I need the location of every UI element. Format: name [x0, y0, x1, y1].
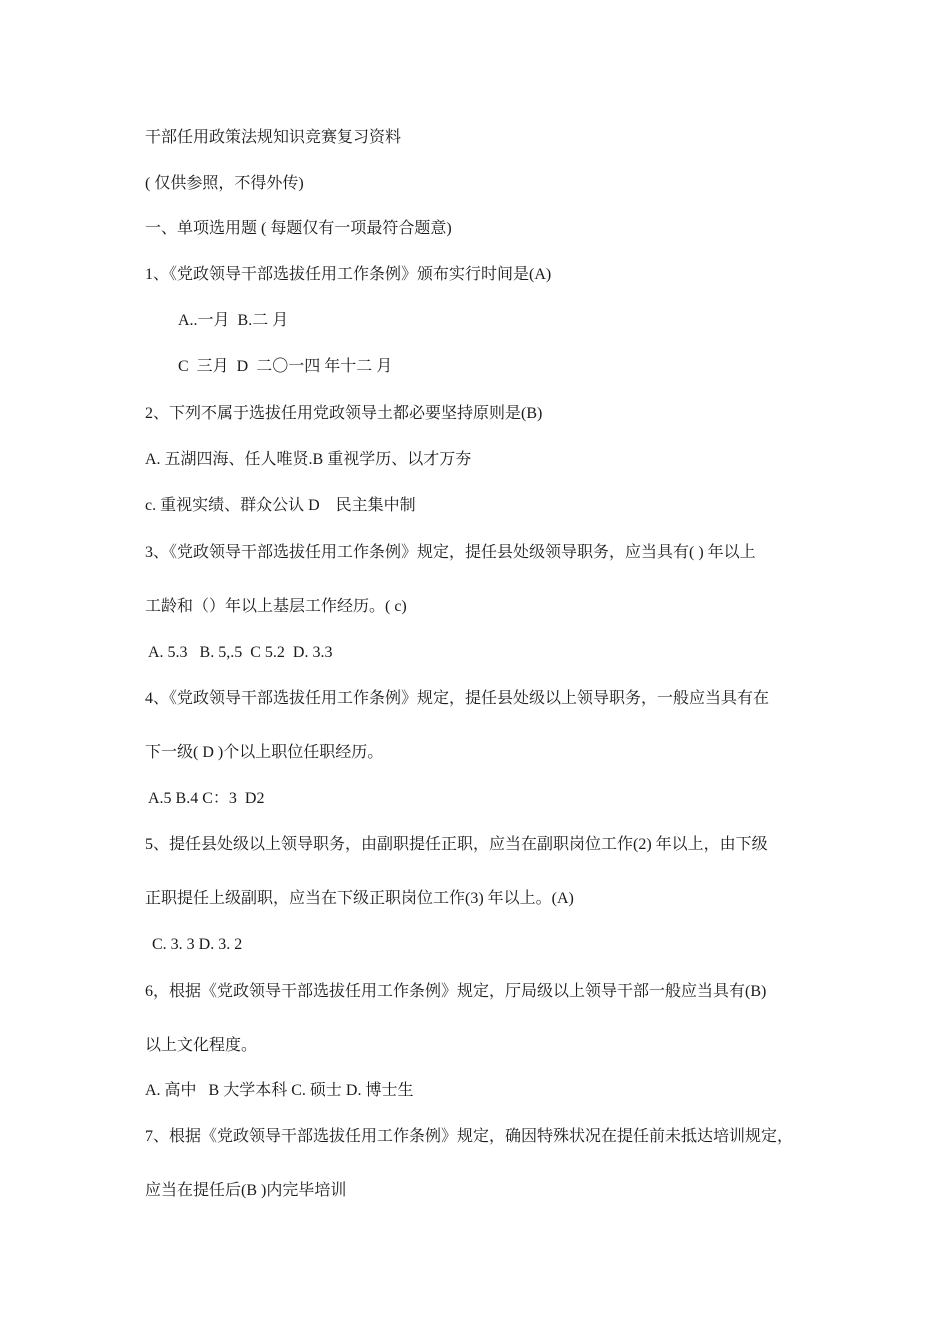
question-2-options-c-d: c. 重视实绩、群众公认 D 民主集中制 — [145, 497, 416, 514]
question-1-options-c-d: C 三月 D 二〇一四 年十二 月 — [178, 358, 393, 375]
question-3-line-2: 工龄和（）年以上基层工作经历。( c) — [145, 598, 407, 615]
question-5-options: C. 3. 3 D. 3. 2 — [152, 936, 243, 953]
question-3-options: A. 5.3 B. 5,.5 C 5.2 D. 3.3 — [148, 644, 333, 661]
question-4-line-1: 4、《党政领导干部选拔任用工作条例》规定，提任县处级以上领导职务，一般应当具有在 — [145, 690, 770, 707]
section-heading: 一、单项选用题 ( 每题仅有一项最符合题意) — [145, 220, 452, 237]
question-4-line-2: 下一级( D )个以上职位任职经历。 — [145, 744, 384, 761]
question-6-line-2: 以上文化程度。 — [145, 1037, 258, 1054]
question-2: 2、下列不属于选拔任用党政领导土都必要坚持原则是(B) — [145, 405, 543, 422]
question-6-line-1: 6，根据《党政领导干部选拔任用工作条例》规定，厅局级以上领导干部一般应当具有(B) — [145, 983, 767, 1000]
question-3-line-1: 3、《党政领导干部选拔任用工作条例》规定，提任县处级领导职务，应当具有( ) 年以上 — [145, 544, 756, 561]
question-1-options-a-b: A..一月 B.二 月 — [178, 312, 289, 329]
document-title: 干部任用政策法规知识竞赛复习资料 — [145, 129, 402, 146]
document-note: ( 仅供参照，不得外传) — [145, 175, 304, 192]
question-5-line-2: 正职提任上级副职，应当在下级正职岗位工作(3) 年以上。(A) — [145, 890, 574, 907]
question-4-options: A.5 B.4 C：3 D2 — [148, 790, 265, 807]
question-2-options-a-b: A. 五湖四海、任人唯贤.B 重视学历、以才万夯 — [145, 451, 472, 468]
question-7-line-2: 应当在提任后(B )内完毕培训 — [145, 1182, 347, 1199]
question-1: 1、《党政领导干部选拔任用工作条例》颁布实行时间是(A) — [145, 266, 552, 283]
question-6-options: A. 高中 B 大学本科 C. 硕士 D. 博士生 — [145, 1082, 414, 1099]
question-5-line-1: 5、提任县处级以上领导职务，由副职提任正职，应当在副职岗位工作(2) 年以上，由下级 — [145, 836, 768, 853]
question-7-line-1: 7、根据《党政领导干部选拔任用工作条例》规定，确因特殊状况在提任前未抵达培训规定， — [145, 1128, 794, 1145]
